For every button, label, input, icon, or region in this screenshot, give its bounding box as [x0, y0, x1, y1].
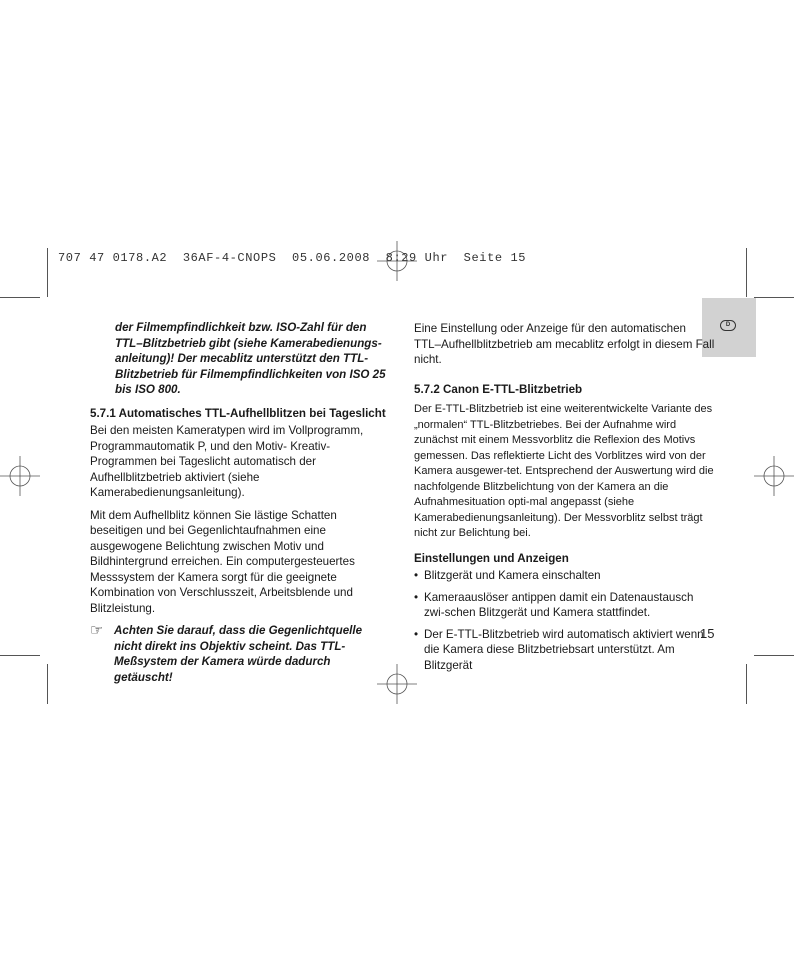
crop-mark-top-left-horizontal — [0, 297, 40, 298]
list-item: • Blitzgerät und Kamera einschalten — [414, 568, 716, 584]
section-heading-5-7-2: 5.7.2 Canon E-TTL-Blitzbetrieb — [414, 382, 583, 396]
crop-mark-top-right-horizontal — [754, 297, 794, 298]
section-heading-5-7-1: 5.7.1 Automatisches TTL-Aufhellblitzen bei Tageslicht — [90, 406, 386, 420]
list-item: • Kameraauslöser antippen damit ein Datenaustausch zwi-schen Blitzgerät und Kamera stattfindet. — [414, 590, 716, 621]
intro-warning-text: der Filmempfindlichkeit bzw. ISO-Zahl für den TTL–Blitzbetrieb gibt (siehe Kamerabedienungs-anleitung)! Der mecablitz unterstützt den TTL-Blitzbetrieb für Filmempfindlichkeiten von ISO 25 bis ISO 800. — [115, 321, 386, 396]
crop-mark-bottom-right-horizontal — [754, 655, 794, 656]
pointing-hand-icon: ☞ — [90, 622, 104, 639]
print-header: 707 47 0178.A2 36AF-4-CNOPS 05.06.2008 8:29 Uhr Seite 15 — [58, 251, 527, 265]
crop-mark-top-left-vertical — [47, 248, 48, 297]
bullet-text: Kameraauslöser antippen damit ein Datenaustausch zwi-schen Blitzgerät und Kamera stattfindet. — [424, 590, 694, 619]
crop-mark-bottom-right-vertical — [746, 664, 747, 704]
paragraph-e-ttl: Der E-TTL-Blitzbetrieb ist eine weiterentwickelte Variante des „normalen“ TTL-Blitzbetriebes. Bei der Aufnahme wird zunächst mit einem Messvorblitz die Reflexion des Motivs gemessen. Das reflektierte Licht des Vorblitzes wird von der Kamera ausgewer-tet. Entsprechend der Auswertung wird die nachfolgende Blitzbelichtung von der Kamera an die Aufnahmesituation opti-mal angepasst (siehe Kamerabedienungsanleitung). Der Messvorblitz selbst trägt nicht zur Belichtung bei. — [414, 403, 714, 539]
bullet-text: Der E-TTL-Blitzbetrieb wird automatisch aktiviert wenn die Kamera diese Blitzbetriebsart unterstützt. Am Blitzgerät — [424, 627, 704, 672]
crop-mark-top-right-vertical — [746, 248, 747, 297]
paragraph-tageslicht: Bei den meisten Kameratypen wird im Vollprogramm, Programmautomatik P, und den Motiv- Kreativ-Programmen bei Tageslicht automatisch der Aufhellblitzbetrieb aktiviert (siehe Kamerabedienungsanleitung). — [90, 424, 364, 499]
paragraph-aufhellblitz: Mit dem Aufhellblitz können Sie lästige Schatten beseitigen und bei Gegenlichtaufnahmen eine ausgewogene Belichtung zwischen Motiv und Bildhintergrund erreichen. Ein computergesteuertes Messsystem der Kamera sorgt für die geeignete Kombination von Verschlusszeit, Arbeitsblende und Blitzleistung. — [90, 508, 355, 615]
crop-mark-bottom-left-vertical — [47, 664, 48, 704]
intro-paragraph: Eine Einstellung oder Anzeige für den automatischen TTL–Aufhellblitzbetrieb am mecablitz erfolgt in diesem Fall nicht. — [414, 322, 715, 366]
bullet-text: Blitzgerät und Kamera einschalten — [424, 569, 601, 582]
note-block — [90, 623, 390, 685]
left-column — [90, 320, 390, 685]
registration-mark-left-icon — [0, 456, 40, 496]
subheading-einstellungen: Einstellungen und Anzeigen — [414, 551, 569, 565]
right-column — [414, 321, 716, 679]
list-item: • Der E-TTL-Blitzbetrieb wird automatisch aktiviert wenn die Kamera diese Blitzbetriebsart unterstützt. Am Blitzgerät — [414, 627, 716, 674]
page-number: 15 — [700, 626, 715, 641]
registration-mark-right-icon — [754, 456, 794, 496]
language-badge: D — [720, 320, 736, 331]
crop-mark-bottom-left-horizontal — [0, 655, 40, 656]
note-text: Achten Sie darauf, dass die Gegenlichtquelle nicht direkt ins Objektiv scheint. Das TTL-Meßsystem der Kamera würde dadurch getäuscht! — [114, 624, 363, 684]
